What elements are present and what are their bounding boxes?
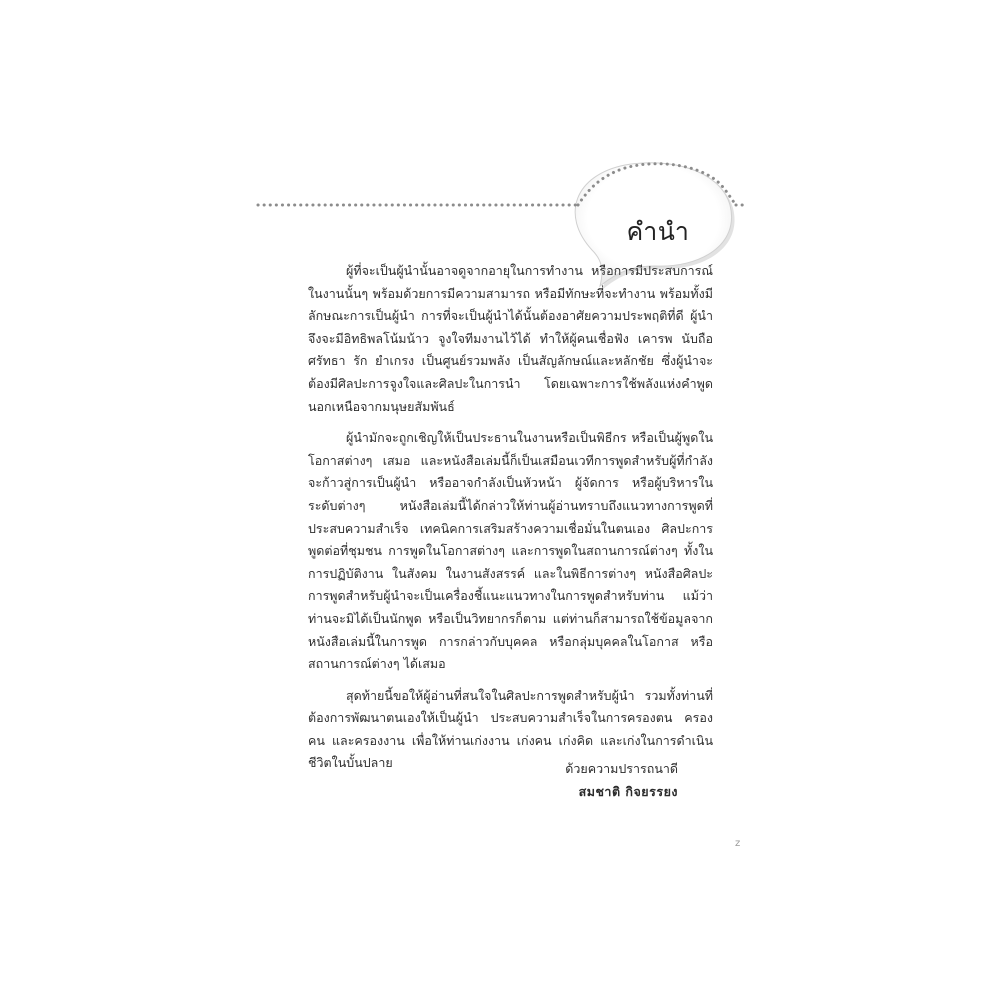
- paragraph: ผู้นำมักจะถูกเชิญให้เป็นประธานในงานหรือเป็นพิธีกร หรือเป็นผู้พูดในโอกาสต่างๆ เสมอ และหนังสือเล่มนี้ก็เป็นเสมือนเวทีการพูดสำหรับผู้ที่กำลังจะก้าวสู่การเป็นผู้นำ หรืออาจกำลังเป็นหัวหน้า ผู้จัดการ หรือผู้บริหารในระดับต่างๆ หนังสือเล่มนี้ได้กล่าวให้ท่านผู้อ่านทราบถึงแนวทางการพูดที่ประสบความสำเร็จ เทคนิคการเสริมสร้างความเชื่อมั่นในตนเอง ศิลปะการพูดต่อที่ชุมชน การพูดในโอกาสต่างๆ และการพูดในสถานการณ์ต่างๆ ทั้งในการปฏิบัติงาน ในสังคม ในงานสังสรรค์ และในพิธีการต่างๆ หนังสือศิลปะการพูดสำหรับผู้นำจะเป็นเครื่องชี้แนะแนวทางในการพูดสำหรับท่าน แม้ว่าท่านจะมิได้เป็นนักพูด หรือเป็นวิทยากรก็ตาม แต่ท่านก็สามารถใช้ข้อมูลจากหนังสือเล่มนี้ในการพูด การกล่าวกับบุคคล หรือกลุ่มบุคคลในโอกาส หรือสถานการณ์ต่างๆ ได้เสมอ: [308, 430, 713, 672]
- preface-body: [308, 260, 713, 784]
- paragraph: ผู้ที่จะเป็นผู้นำนั้นอาจดูจากอายุในการทำงาน หรือการมีประสบการณ์ในงานนั้นๆ พร้อมด้วยการมีความสามารถ หรือมีทักษะที่จะทำงาน พร้อมทั้งมีลักษณะการเป็นผู้นำ การที่จะเป็นผู้นำได้นั้นต้องอาศัยความประพฤติที่ดี ผู้นำจึงจะมีอิทธิพลโน้มน้าว จูงใจทีมงานไว้ได้ ทำให้ผู้คนเชื่อฟัง เคารพ นับถือ ศรัทธา รัก ยำเกรง เป็นศูนย์รวมพลัง เป็นสัญลักษณ์และหลักชัย ซึ่งผู้นำจะต้องมีศิลปะการจูงใจและศิลปะในการนำ โดยเฉพาะการใช้พลังแห่งคำพูดนอกเหนือจากมนุษยสัมพันธ์: [308, 263, 713, 414]
- paragraph: สุดท้ายนี้ขอให้ผู้อ่านที่สนใจในศิลปะการพูดสำหรับผู้นำ รวมทั้งท่านที่ต้องการพัฒนาตนเองให้เป็นผู้นำ ประสบความสำเร็จในการครองตน ครองคน และครองงาน เพื่อให้ท่านเก่งงาน เก่งคน เก่งคิด และเก่งในการดำเนินชีวิตในบั้นปลาย: [308, 687, 713, 771]
- header-decoration: [0, 0, 1000, 300]
- page-number: z: [735, 838, 741, 849]
- signature-block: [540, 758, 678, 803]
- closing-line: ด้วยความปรารถนาดี: [565, 761, 678, 776]
- author-name: สมชาติ กิจยรรยง: [578, 783, 678, 799]
- page-title: คำนำ: [626, 217, 690, 246]
